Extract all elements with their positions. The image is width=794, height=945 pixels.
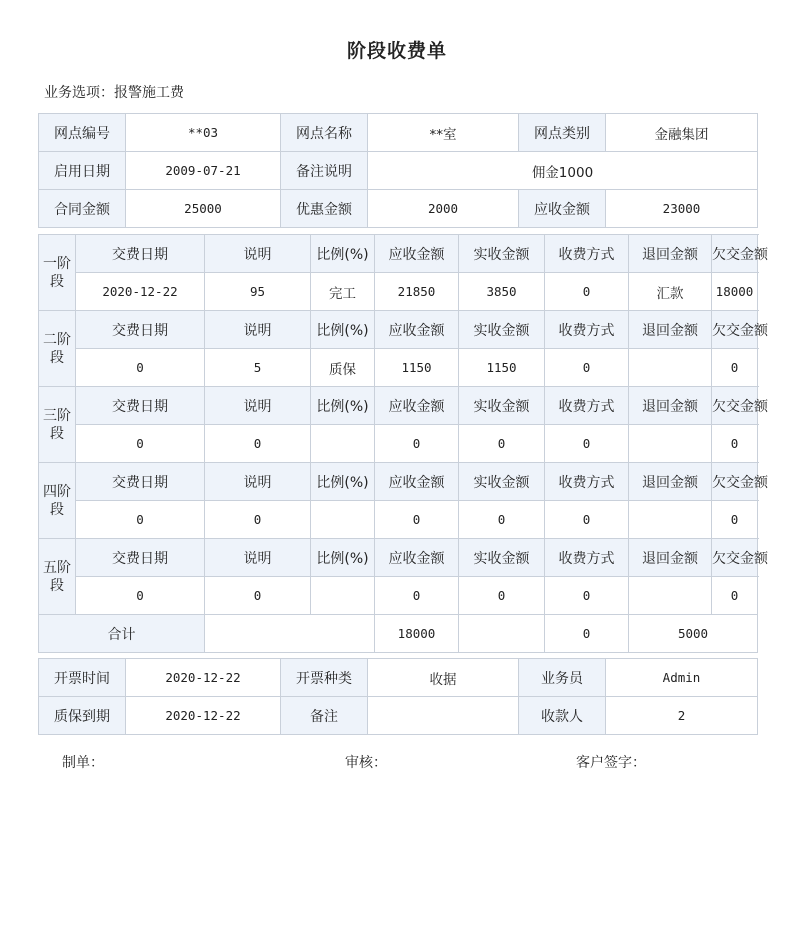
total-row [39,615,758,653]
remark-label: 备注说明 [281,152,368,190]
total-cell: 5000 [629,615,758,653]
stage-cell: 0 [459,425,545,463]
stage-cell: 汇款 [629,273,712,311]
discount-amount-value: 2000 [368,190,519,228]
invoice-time-value: 2020-12-22 [126,659,281,697]
page-title: 阶段收费单 [346,40,447,62]
stage-column-header: 应收金额 [375,539,459,577]
salesperson-value: Admin [606,659,758,697]
stage-cell: 0 [205,425,311,463]
stage-cell: 0 [459,577,545,615]
stage-data-row [39,349,758,387]
stage-cell: 2020-12-22 [76,273,205,311]
invoice-info-table [38,658,758,735]
outlet-number-value: **03 [126,114,281,152]
stage-column-header: 应收金额 [375,311,459,349]
info-row-3 [39,190,758,228]
stage-cell [629,577,712,615]
stage-cell: 5 [205,349,311,387]
receivable-amount-value: 23000 [606,190,758,228]
stage-data-row [39,577,758,615]
stage-column-header: 说明 [205,387,311,425]
stage-column-header: 说明 [205,463,311,501]
receivable-amount-label: 应收金额 [519,190,606,228]
total-label: 合计 [39,615,205,653]
stage-column-header: 比例(%) [311,539,375,577]
stage-cell [311,501,375,539]
stage-cell [629,349,712,387]
info-row-1 [39,114,758,152]
stage-column-header: 交费日期 [76,463,205,501]
stage-cell [311,577,375,615]
stage-header-row [39,235,758,273]
stage-cell: 0 [545,425,629,463]
stage-cell: 0 [205,577,311,615]
stage-cell: 0 [76,501,205,539]
stage-column-header: 收费方式 [545,387,629,425]
footer-row-1 [39,659,758,697]
remark-value: 佣金1000 [368,152,758,190]
stage-label: 三阶段 [39,387,76,463]
stage-cell: 0 [712,349,758,387]
stage-header-row [39,463,758,501]
stage-column-header: 应收金额 [375,387,459,425]
stage-header-row [39,539,758,577]
salesperson-label: 业务员 [519,659,606,697]
stage-column-header: 交费日期 [76,311,205,349]
stage-cell: 0 [712,577,758,615]
stage-column-header: 交费日期 [76,539,205,577]
stage-column-header: 比例(%) [311,311,375,349]
stage-column-header: 比例(%) [311,463,375,501]
outlet-name-value: **室 [368,114,519,152]
stage-cell: 0 [375,501,459,539]
stage-column-header: 实收金额 [459,311,545,349]
stage-cell: 18000 [712,273,758,311]
stage-cell: 0 [375,577,459,615]
stage-column-header: 说明 [205,235,311,273]
stage-cell: 95 [205,273,311,311]
contract-amount-label: 合同金额 [39,190,126,228]
stage-label: 一阶段 [39,235,76,311]
total-cell: 18000 [375,615,459,653]
stage-column-header: 比例(%) [311,387,375,425]
stage-column-header: 欠交金额 [712,235,758,273]
outlet-info-table [38,113,758,228]
stage-column-header: 退回金额 [629,235,712,273]
stage-column-header: 收费方式 [545,463,629,501]
stage-column-header: 欠交金额 [712,463,758,501]
stage-cell: 0 [712,501,758,539]
stage-cell: 0 [545,273,629,311]
warranty-expiry-value: 2020-12-22 [126,697,281,735]
stage-column-header: 收费方式 [545,311,629,349]
reviewer-signature-label: 审核： [345,755,387,771]
stage-cell [311,425,375,463]
discount-amount-label: 优惠金额 [281,190,368,228]
stage-column-header: 实收金额 [459,387,545,425]
stage-column-header: 收费方式 [545,235,629,273]
payee-value: 2 [606,697,758,735]
stage-label: 五阶段 [39,539,76,615]
stage-cell: 0 [76,577,205,615]
start-date-label: 启用日期 [39,152,126,190]
maker-signature-label: 制单： [62,755,104,771]
stage-column-header: 交费日期 [76,387,205,425]
stage-data-row [39,501,758,539]
stage-cell [629,425,712,463]
start-date-value: 2009-07-21 [126,152,281,190]
stage-header-row [39,387,758,425]
stage-cell: 0 [545,577,629,615]
stage-column-header: 应收金额 [375,463,459,501]
stage-column-header: 说明 [205,311,311,349]
stage-column-header: 欠交金额 [712,311,758,349]
stage-cell: 0 [712,425,758,463]
invoice-type-value: 收据 [368,659,519,697]
outlet-number-label: 网点编号 [39,114,126,152]
stage-cell: 0 [545,349,629,387]
stage-column-header: 退回金额 [629,387,712,425]
stage-column-header: 实收金额 [459,235,545,273]
info-row-2 [39,152,758,190]
invoice-time-label: 开票时间 [39,659,126,697]
contract-amount-value: 25000 [126,190,281,228]
stage-data-row [39,273,758,311]
stage-cell: 1150 [459,349,545,387]
footer-row-2 [39,697,758,735]
invoice-type-label: 开票种类 [281,659,368,697]
customer-signature-label: 客户签字： [576,755,646,771]
stage-column-header: 退回金额 [629,463,712,501]
stage-cell: 完工 [311,273,375,311]
stage-cell [629,501,712,539]
outlet-category-label: 网点类别 [519,114,606,152]
total-cell [459,615,545,653]
stage-column-header: 收费方式 [545,539,629,577]
stage-cell: 1150 [375,349,459,387]
outlet-name-label: 网点名称 [281,114,368,152]
stage-column-header: 退回金额 [629,539,712,577]
stage-column-header: 应收金额 [375,235,459,273]
total-cell [205,615,375,653]
stage-header-row [39,311,758,349]
stage-label: 二阶段 [39,311,76,387]
warranty-expiry-label: 质保到期 [39,697,126,735]
stage-data-row [39,425,758,463]
stage-fee-table [38,234,768,653]
stage-column-header: 实收金额 [459,539,545,577]
stage-cell: 0 [205,501,311,539]
stage-cell: 3850 [459,273,545,311]
stage-column-header: 欠交金额 [712,539,758,577]
stage-column-header: 欠交金额 [712,387,758,425]
stage-cell: 质保 [311,349,375,387]
payee-label: 收款人 [519,697,606,735]
stage-column-header: 退回金额 [629,311,712,349]
stage-cell: 0 [76,425,205,463]
stage-label: 四阶段 [39,463,76,539]
stage-cell: 0 [545,501,629,539]
stage-column-header: 交费日期 [76,235,205,273]
note-label: 备注 [281,697,368,735]
stage-cell: 0 [76,349,205,387]
outlet-category-value: 金融集团 [606,114,758,152]
stage-cell: 21850 [375,273,459,311]
total-cell: 0 [545,615,629,653]
stage-column-header: 比例(%) [311,235,375,273]
note-value [368,697,519,735]
stage-cell: 0 [459,501,545,539]
business-option: 业务选项：报警施工费 [44,85,184,101]
stage-cell: 0 [375,425,459,463]
stage-column-header: 实收金额 [459,463,545,501]
stage-column-header: 说明 [205,539,311,577]
